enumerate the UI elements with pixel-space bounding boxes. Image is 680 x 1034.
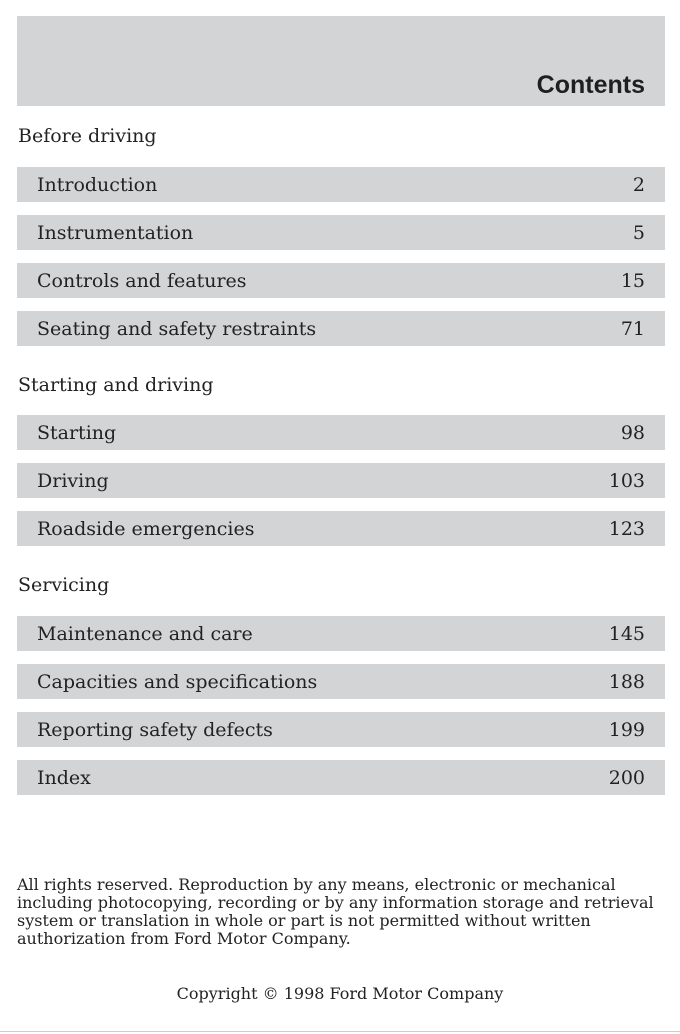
toc-entry-page: 5 [632, 221, 645, 244]
section-heading-servicing: Servicing [18, 574, 110, 596]
toc-entry-page: 71 [620, 317, 645, 340]
toc-entry-page: 2 [632, 173, 645, 196]
toc-entry-index[interactable] [17, 760, 665, 795]
toc-entry-page: 98 [620, 421, 645, 444]
toc-entry-label: Seating and safety restraints [37, 317, 317, 340]
page-bottom-divider [0, 1031, 680, 1032]
toc-entry-seating-and-safety-restraints[interactable] [17, 311, 665, 346]
toc-entry-page: 15 [620, 269, 645, 292]
toc-entry-page: 199 [608, 718, 645, 741]
toc-entry-label: Maintenance and care [37, 622, 253, 645]
toc-entry-starting[interactable] [17, 415, 665, 450]
toc-entry-label: Introduction [37, 173, 158, 196]
toc-entry-page: 103 [608, 469, 645, 492]
toc-entry-label: Capacities and specifications [37, 670, 318, 693]
section-heading-starting-and-driving: Starting and driving [18, 374, 214, 396]
page-title: Contents [536, 71, 645, 99]
toc-entry-reporting-safety-defects[interactable] [17, 712, 665, 747]
toc-entry-capacities-and-specifications[interactable] [17, 664, 665, 699]
toc-entry-label: Index [37, 766, 91, 789]
toc-entry-label: Roadside emergencies [37, 517, 255, 540]
toc-entry-page: 145 [608, 622, 645, 645]
toc-entry-controls-and-features[interactable] [17, 263, 665, 298]
toc-entry-instrumentation[interactable] [17, 215, 665, 250]
toc-entry-label: Driving [37, 469, 109, 492]
toc-entry-driving[interactable] [17, 463, 665, 498]
toc-entry-page: 188 [608, 670, 645, 693]
toc-entry-introduction[interactable] [17, 167, 665, 202]
toc-entry-roadside-emergencies[interactable] [17, 511, 665, 546]
toc-entry-label: Starting [37, 421, 117, 444]
toc-entry-label: Reporting safety defects [37, 718, 273, 741]
copyright-line: Copyright © 1998 Ford Motor Company [176, 984, 504, 1003]
contents-header-band [17, 16, 665, 106]
toc-entry-maintenance-and-care[interactable] [17, 616, 665, 651]
section-heading-before-driving: Before driving [18, 125, 157, 147]
toc-entry-label: Controls and features [37, 269, 247, 292]
toc-entry-label: Instrumentation [37, 221, 194, 244]
toc-entry-page: 123 [608, 517, 645, 540]
rights-notice: All rights reserved. Reproduction by any means, electronic or mechanical including photocopying, recording or by any information storage and retrieval system or translation in whole or part is not permitted without written authorization from Ford Motor Company. [17, 875, 654, 948]
toc-entry-page: 200 [608, 766, 645, 789]
